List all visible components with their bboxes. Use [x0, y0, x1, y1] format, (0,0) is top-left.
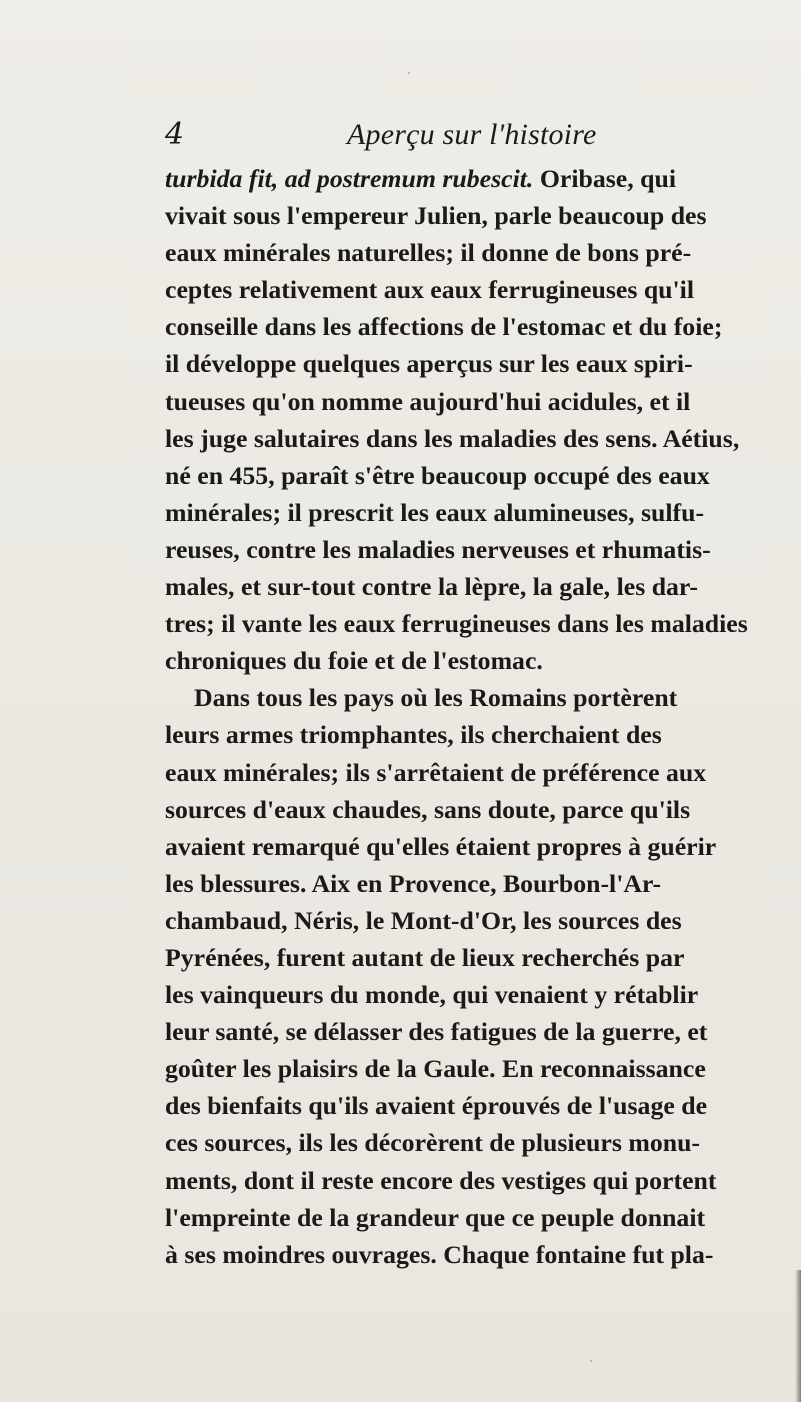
text-line: Pyrénées, furent autant de lieux recherchés par	[165, 942, 685, 972]
page-header	[165, 115, 635, 155]
text-line: ments, dont il reste encore des vestiges qui portent	[165, 1165, 717, 1195]
latin-quote: turbida fit, ad postremum rubescit.	[165, 164, 534, 193]
text-line: des bienfaits qu'ils avaient éprouvés de l'usage de	[165, 1091, 708, 1121]
text-line: leurs armes triomphantes, ils cherchaient des	[165, 720, 662, 750]
paper-speck	[590, 1360, 592, 1362]
text-line: Dans tous les pays où les Romains portèrent	[194, 683, 678, 713]
text-line: à ses moindres ouvrages. Chaque fontaine fut pla-	[165, 1239, 714, 1269]
text-line: né en 455, paraît s'être beaucoup occupé des eaux	[165, 460, 710, 490]
text-line: il développe quelques aperçus sur les eaux spiri-	[165, 349, 693, 379]
text-line: sources d'eaux chaudes, sans doute, parce qu'ils	[165, 794, 691, 824]
page-edge-shadow	[795, 1270, 801, 1402]
text-line: ceptes relativement aux eaux ferrugineuses qu'il	[165, 275, 695, 305]
text-line: les juge salutaires dans les maladies des sens. Aétius,	[165, 423, 740, 453]
text-line: vivait sous l'empereur Julien, parle beaucoup des	[165, 201, 707, 231]
text-line: l'empreinte de la grandeur que ce peuple donnait	[165, 1202, 706, 1232]
body-text	[165, 160, 748, 1273]
text-line: eaux minérales; ils s'arrêtaient de préférence aux	[165, 757, 707, 787]
line-text: Oribase, qui	[533, 164, 677, 193]
text-line: avaient remarqué qu'elles étaient propres à guérir	[165, 831, 717, 861]
text-line: les vainqueurs du monde, qui venaient y rétablir	[165, 980, 699, 1010]
text-line: reuses, contre les maladies nerveuses et rhumatis-	[165, 534, 711, 564]
text-line: tueuses qu'on nomme aujourd'hui acidules, et il	[165, 386, 691, 416]
text-line: chroniques du foie et de l'estomac.	[165, 646, 543, 676]
text-line: ces sources, ils les décorèrent de plusieurs monu-	[165, 1128, 701, 1158]
paper-speck	[408, 72, 410, 74]
text-line: goûter les plaisirs de la Gaule. En reconnaissance	[165, 1054, 706, 1084]
text-line: conseille dans les affections de l'estomac et du foie;	[165, 312, 723, 342]
running-title: Aperçu sur l'histoire	[347, 118, 597, 151]
text-line: tres; il vante les eaux ferrugineuses dans les maladies	[165, 609, 748, 639]
text-line: eaux minérales naturelles; il donne de bons pré-	[165, 238, 692, 268]
text-line: minérales; il prescrit les eaux alumineuses, sulfu-	[165, 497, 705, 527]
text-line: chambaud, Néris, le Mont-d'Or, les sources des	[165, 905, 682, 935]
text-line: leur santé, se délasser des fatigues de la guerre, et	[165, 1017, 708, 1047]
text-line: les blessures. Aix en Provence, Bourbon-l'Ar-	[165, 868, 662, 898]
page-number: 4	[165, 117, 185, 152]
text-line	[165, 160, 677, 197]
text-line: males, et sur-tout contre la lèpre, la gale, les dar-	[165, 572, 699, 602]
